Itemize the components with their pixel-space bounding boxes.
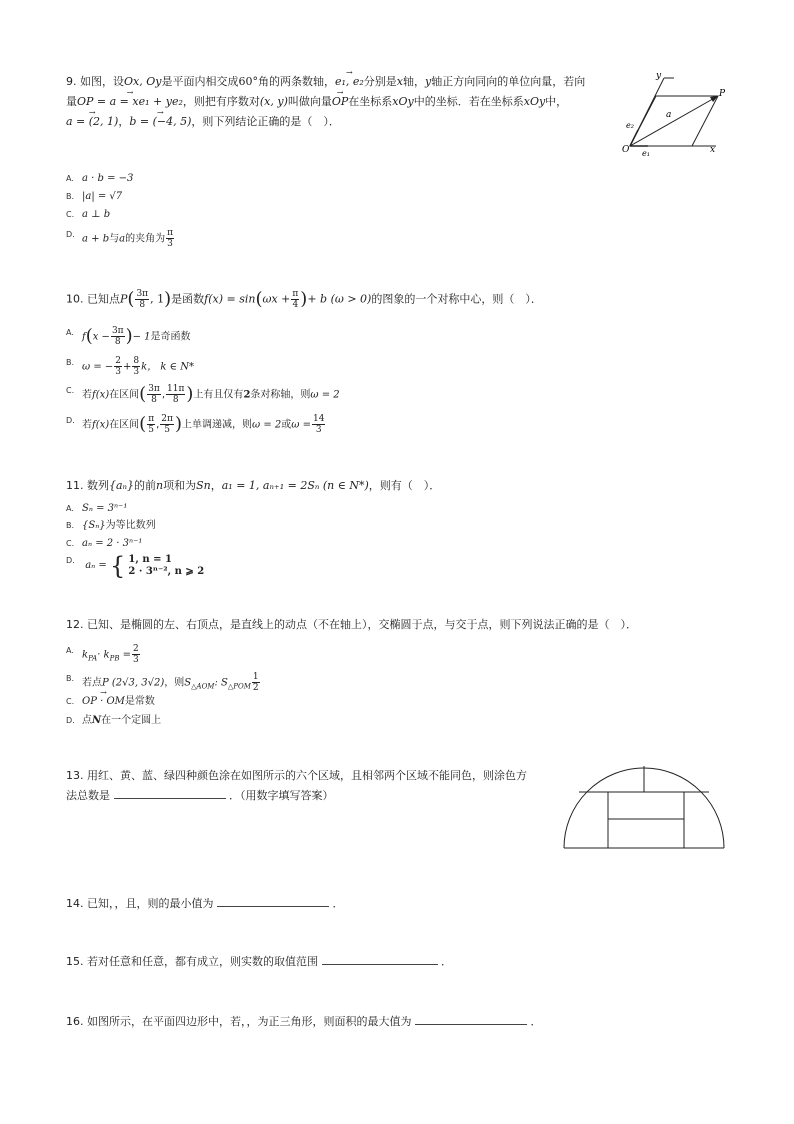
q9-option-c — [66, 208, 110, 222]
q9-option-b — [66, 190, 122, 204]
q16-text: 16. 如图所示，在平面四边形中，若，，为正三角形，则面积的最大值为 — [66, 1015, 412, 1028]
q10-point-y: , 1 — [150, 292, 165, 306]
q10-text: 是函数 — [171, 292, 205, 306]
option-subscript: PB — [109, 654, 120, 663]
option-label: C. — [66, 386, 75, 395]
question-16-stem — [66, 1012, 542, 1032]
fraction — [147, 384, 161, 405]
fraction — [114, 356, 122, 377]
fig-label-y: y — [656, 71, 662, 81]
q11-option-d: D. aₙ = { 1, n = 1 2 · 3ⁿ⁻², n ⩾ 2 — [66, 552, 205, 580]
option-subscript: PA — [88, 654, 98, 663]
option-text: : S — [214, 677, 228, 689]
question-13-stem — [66, 766, 566, 806]
denominator: 3 — [133, 655, 139, 665]
q9-vector-b: → b = (−4, 5) — [129, 112, 191, 132]
option-text: k ∈ N* — [160, 361, 194, 373]
q9-system: xOy — [392, 95, 414, 108]
q9-x-axis: x — [396, 75, 404, 88]
denominator: 3 — [115, 367, 122, 377]
answer-blank[interactable] — [114, 788, 226, 799]
option-label: A. — [66, 174, 74, 183]
numerator: 3π — [136, 289, 149, 299]
q9-text: 叫做向量 — [287, 95, 332, 108]
q10-text: 10. 已知点 — [66, 292, 120, 306]
q10-text: 的图象的一个对称中心，则（ ）． — [371, 292, 542, 306]
q11-n: n — [156, 479, 164, 492]
option-text: 在区间 — [109, 419, 140, 431]
question-15-stem — [66, 952, 452, 972]
q10-option-c: C. 若f(x)在区间( $\frac{3\pi}{8}$ , $\frac{11\pi}{8}$ )上有且仅有2条对称轴，则ω = 2 — [66, 383, 340, 405]
q9-text: ，则下列结论正确的是（ ）． — [191, 115, 340, 128]
option-label: B. — [66, 192, 75, 201]
q9-angle: 60° — [238, 75, 258, 88]
q9-system: xOy — [523, 95, 546, 108]
denominator: 8 — [151, 395, 157, 405]
q9-text: 在坐标系 — [348, 95, 393, 108]
numerator: π — [148, 414, 155, 424]
option-text: P (2√3, 3√2) — [102, 677, 165, 689]
option-text: = — [122, 649, 132, 661]
q9-option-a — [66, 172, 133, 186]
fraction — [166, 384, 185, 405]
option-label: D. — [66, 416, 75, 425]
option-text: {Sₙ} — [82, 520, 106, 531]
option-text: ω = 2 — [310, 389, 340, 401]
question-10-stem: 10. 已知点P( $\frac{3\pi}{8}$ , 1)是函数f(x) = sin(ωx + $\frac{\pi}{4}$ )+ b (ω > 0)的图象的一个对称中心，则（ ）． — [66, 288, 542, 310]
q15-text: 15. 若对任意和任意，都有成立，则实数的取值范围 — [66, 955, 318, 968]
q12-option-d — [66, 714, 161, 728]
option-text: f — [82, 331, 86, 343]
q14-text: 14. 已知，，且，则的最小值为 — [66, 897, 214, 910]
option-label: B. — [66, 674, 75, 683]
q9-text: 9. 如图，设 — [66, 75, 124, 88]
option-text: f(x) — [92, 389, 110, 401]
option-text: 在一个定圆上 — [101, 715, 162, 726]
q11-option-c — [66, 537, 142, 551]
option-text: 上有且仅有 — [193, 389, 244, 401]
q10-option-d: D. 若f(x)在区间( $\frac{\pi}{5}$ , $\frac{2\pi}{5}$ )上单调递减，则ω = 2或ω = $\frac{14}{3}$ — [66, 413, 325, 435]
numerator: 3π — [148, 384, 160, 394]
numerator: 11π — [167, 384, 185, 394]
fraction — [166, 228, 174, 249]
q9-text: 轴， — [403, 75, 426, 88]
q9-text: 量 — [66, 95, 77, 108]
q11-option-b — [66, 519, 156, 533]
q10-point: P — [120, 292, 128, 306]
denominator: 4 — [292, 300, 299, 310]
option-label: C. — [66, 539, 75, 548]
q9-text: 是平面内相交成 — [161, 75, 239, 88]
option-text: + — [123, 361, 132, 373]
option-label: A. — [66, 504, 74, 513]
q15-text: ． — [441, 955, 452, 968]
option-text: ω = 2 — [251, 419, 282, 431]
fraction — [132, 644, 140, 665]
numerator: π — [292, 289, 299, 299]
denominator: 3 — [133, 367, 140, 377]
fraction — [132, 356, 140, 377]
fraction — [135, 289, 149, 310]
q16-text: ． — [530, 1015, 542, 1028]
q11-sn: Sn — [196, 479, 211, 492]
answer-blank[interactable] — [217, 896, 329, 907]
denominator: 2 — [252, 683, 259, 693]
option-label: D. — [66, 230, 75, 239]
option-text: 与 — [109, 233, 120, 245]
numerator: 14 — [312, 414, 325, 424]
option-text: 在区间 — [109, 389, 140, 401]
option-label: B. — [66, 521, 75, 530]
option-text: → OP · OM — [82, 695, 125, 709]
q9-text: 中， — [545, 95, 568, 108]
q9-text: 分别是 — [363, 75, 397, 88]
q14-text: ． — [332, 897, 344, 910]
option-text: a · b = −3 — [82, 173, 134, 184]
option-text: 2 — [243, 389, 251, 401]
option-text: ω = — [291, 419, 311, 431]
q10-tail: + b (ω > 0) — [307, 292, 372, 306]
option-text: a ⊥ b — [82, 209, 111, 220]
q9-vector-op: → OP — [332, 92, 348, 112]
q11-option-a — [66, 502, 127, 516]
option-label: C. — [66, 210, 75, 219]
q9-text: 轴正方向同向的单位向量，若向 — [431, 75, 586, 88]
denominator: 8 — [114, 337, 121, 347]
option-text: a — [119, 233, 126, 245]
question-12-stem — [66, 615, 637, 635]
q9-y-axis: y — [425, 75, 432, 88]
fig-label-a: a — [666, 110, 672, 120]
numerator: 2π — [161, 414, 173, 424]
option-text: − 1 — [132, 331, 151, 343]
option-label: B. — [66, 358, 75, 367]
numerator: 2 — [115, 356, 122, 366]
fraction — [160, 414, 174, 435]
q13-text: ．（用数字填写答案） — [229, 789, 334, 802]
q13-text: 13. 用红、黄、蓝、绿四种颜色涂在如图所示的六个区域，且相邻两个区域不能同色，则涂色方 — [66, 769, 527, 782]
q9-text: 角的两条数轴， — [257, 75, 335, 88]
q9-text: ，则把有序数对 — [182, 95, 260, 108]
option-text: 是常数 — [124, 696, 155, 707]
q9-op-equation: → OP = a = xe₁ + ye₂ — [77, 92, 183, 112]
q11-text: 项和为 — [163, 479, 197, 492]
q11-text: ， — [210, 479, 222, 492]
q10-option-a: A. f(x − $\frac{3\pi}{8}$ )− 1是奇函数 — [66, 325, 191, 347]
q11-condition: a₁ = 1, aₙ₊₁ = 2Sₙ (n ∈ N*) — [221, 479, 369, 492]
answer-blank[interactable] — [415, 1014, 527, 1025]
option-text: ，则 — [164, 677, 185, 689]
denominator: 5 — [148, 425, 155, 435]
option-label: D. — [66, 716, 75, 725]
option-text: 若点 — [82, 677, 102, 689]
option-text: 条对称轴，则 — [250, 389, 311, 401]
q13-text: 法总数是 — [66, 789, 110, 802]
fraction — [252, 672, 260, 693]
q9-ordered-pair: (x, y) — [259, 95, 288, 108]
q11-text: 的前 — [134, 479, 157, 492]
numerator: 8 — [133, 356, 140, 366]
option-text: N — [92, 715, 102, 726]
case-1: 1, n = 1 — [128, 554, 172, 565]
option-label: A. — [66, 646, 74, 655]
question-11-stem — [66, 476, 440, 496]
fraction — [312, 414, 325, 435]
question-14-stem — [66, 894, 344, 914]
option-text: 上单调递减，则 — [181, 419, 252, 431]
option-subscript: △AOM — [191, 682, 215, 691]
q13-region-figure — [560, 762, 728, 852]
denominator: 5 — [164, 425, 170, 435]
option-text: 若 — [82, 389, 92, 401]
question-9-stem — [66, 72, 626, 132]
option-text: f(x) — [92, 419, 110, 431]
option-text: 为等比数列 — [105, 520, 156, 531]
q9-unit-vectors: → e₁, e₂ — [335, 72, 364, 92]
q9-text: ， — [118, 115, 130, 128]
option-text: · k — [97, 649, 110, 661]
q9-vector-a: → a = (2, 1) — [66, 112, 118, 132]
option-text: a + b — [82, 233, 110, 245]
option-subscript: △POM — [227, 682, 251, 691]
q10-function: f(x) = sin — [204, 292, 256, 306]
option-text: x − — [92, 331, 110, 343]
q10-option-b — [66, 356, 194, 377]
option-text: 若 — [82, 419, 92, 431]
fig-label-e2: e₂ — [626, 121, 634, 130]
option-label: D. — [66, 556, 75, 565]
q9-parallelogram-figure — [618, 68, 728, 160]
option-label: C. — [66, 697, 75, 706]
option-text: aₙ = 2 · 3ⁿ⁻¹ — [82, 538, 143, 549]
q9-axes: Ox, Oy — [124, 75, 162, 88]
fraction — [147, 414, 155, 435]
q11-sequence: {aₙ} — [109, 479, 135, 492]
option-text: aₙ = — [85, 560, 107, 571]
option-text: |a| = √7 — [82, 191, 123, 202]
numerator: 1 — [252, 672, 259, 682]
q9-text: 中的坐标．若在坐标系 — [413, 95, 524, 108]
option-text: S — [184, 677, 192, 689]
denominator: 8 — [139, 300, 146, 310]
numerator: 3π — [111, 326, 124, 336]
q12-option-c — [66, 695, 155, 709]
q10-arg: ωx + — [262, 292, 291, 306]
fig-label-p: P — [719, 89, 726, 99]
piecewise-cases — [128, 554, 204, 578]
q12-option-a — [66, 644, 141, 666]
q11-text: ，则有（ ）． — [368, 479, 441, 492]
option-text: 是奇函数 — [150, 331, 191, 343]
fig-label-x: x — [710, 145, 716, 155]
q9-option-d — [66, 228, 175, 249]
option-label: A. — [66, 328, 74, 337]
fraction — [291, 289, 299, 310]
denominator: 8 — [172, 395, 179, 405]
denominator: 3 — [167, 239, 173, 249]
option-text: 或 — [281, 419, 292, 431]
numerator: π — [167, 228, 173, 238]
denominator: 3 — [315, 425, 322, 435]
option-text: Sₙ = 3ⁿ⁻¹ — [82, 503, 128, 514]
option-text: k， — [141, 361, 158, 373]
option-text: k — [82, 649, 89, 661]
fraction — [111, 326, 125, 347]
option-text: 的夹角为 — [125, 233, 166, 245]
q12-text: 12. 已知、是椭圆的左、右顶点，是直线上的动点（不在轴上），交椭圆于点，与交于点，则下列说法正确的是（ ）． — [66, 618, 637, 631]
q11-text: 11. 数列 — [66, 479, 109, 492]
option-text: 点 — [82, 715, 92, 726]
fig-label-o: O — [622, 145, 630, 155]
answer-blank[interactable] — [322, 954, 438, 965]
case-2: 2 · 3ⁿ⁻², n ⩾ 2 — [128, 566, 205, 577]
option-text: ω = − — [82, 361, 114, 373]
fig-label-e1: e₁ — [642, 149, 650, 158]
numerator: 2 — [133, 644, 139, 654]
